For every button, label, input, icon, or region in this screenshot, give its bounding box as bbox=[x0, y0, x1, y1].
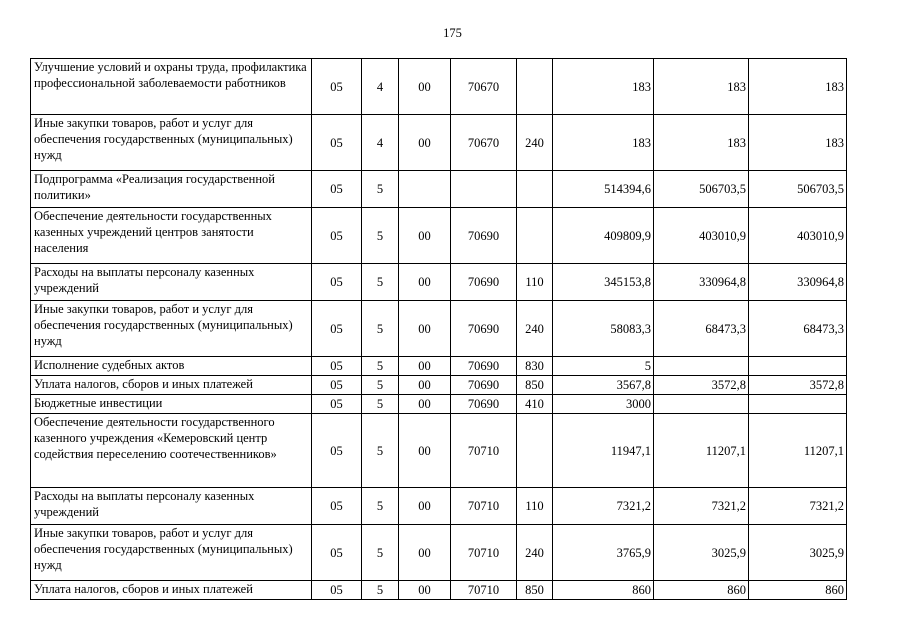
amount-year-2: 860 bbox=[654, 581, 749, 600]
amount-year-3: 11207,1 bbox=[749, 414, 847, 488]
subsection-code: 4 bbox=[362, 115, 399, 171]
subsection-code: 5 bbox=[362, 376, 399, 395]
amount-year-1: 7321,2 bbox=[553, 488, 654, 525]
page-number: 175 bbox=[443, 26, 462, 40]
subsection-code: 5 bbox=[362, 414, 399, 488]
target-code: 70690 bbox=[451, 376, 517, 395]
section-code: 05 bbox=[312, 414, 362, 488]
amount-year-2: 3025,9 bbox=[654, 525, 749, 581]
expense-code: 110 bbox=[517, 264, 553, 301]
subsection-code: 4 bbox=[362, 59, 399, 115]
program-code: 00 bbox=[399, 581, 451, 600]
subsection-code: 5 bbox=[362, 357, 399, 376]
amount-year-2: 183 bbox=[654, 59, 749, 115]
row-name: Уплата налогов, сборов и иных платежей bbox=[31, 376, 312, 395]
program-code: 00 bbox=[399, 59, 451, 115]
table-row bbox=[31, 525, 847, 581]
section-code: 05 bbox=[312, 488, 362, 525]
row-name: Исполнение судебных актов bbox=[31, 357, 312, 376]
expense-code: 240 bbox=[517, 525, 553, 581]
row-name: Иные закупки товаров, работ и услуг для обеспечения государственных (муниципальных) нужд bbox=[31, 525, 312, 581]
program-code: 00 bbox=[399, 115, 451, 171]
subsection-code: 5 bbox=[362, 171, 399, 208]
budget-table bbox=[30, 58, 847, 600]
amount-year-1: 5 bbox=[553, 357, 654, 376]
amount-year-3: 3025,9 bbox=[749, 525, 847, 581]
amount-year-3: 403010,9 bbox=[749, 208, 847, 264]
subsection-code: 5 bbox=[362, 581, 399, 600]
expense-code bbox=[517, 414, 553, 488]
expense-code: 850 bbox=[517, 581, 553, 600]
table-row bbox=[31, 357, 847, 376]
program-code: 00 bbox=[399, 301, 451, 357]
subsection-code: 5 bbox=[362, 395, 399, 414]
amount-year-1: 3000 bbox=[553, 395, 654, 414]
subsection-code: 5 bbox=[362, 301, 399, 357]
section-code: 05 bbox=[312, 208, 362, 264]
program-code: 00 bbox=[399, 264, 451, 301]
target-code: 70670 bbox=[451, 59, 517, 115]
amount-year-2: 183 bbox=[654, 115, 749, 171]
amount-year-2 bbox=[654, 357, 749, 376]
row-name: Иные закупки товаров, работ и услуг для обеспечения государственных (муниципальных) нужд bbox=[31, 301, 312, 357]
amount-year-1: 3567,8 bbox=[553, 376, 654, 395]
section-code: 05 bbox=[312, 301, 362, 357]
amount-year-1: 345153,8 bbox=[553, 264, 654, 301]
amount-year-1: 514394,6 bbox=[553, 171, 654, 208]
amount-year-2: 3572,8 bbox=[654, 376, 749, 395]
program-code: 00 bbox=[399, 208, 451, 264]
amount-year-1: 183 bbox=[553, 59, 654, 115]
subsection-code: 5 bbox=[362, 525, 399, 581]
amount-year-3: 183 bbox=[749, 115, 847, 171]
amount-year-3 bbox=[749, 395, 847, 414]
amount-year-3: 7321,2 bbox=[749, 488, 847, 525]
row-name: Расходы на выплаты персоналу казенных учреждений bbox=[31, 488, 312, 525]
table-row bbox=[31, 208, 847, 264]
amount-year-2: 506703,5 bbox=[654, 171, 749, 208]
amount-year-1: 860 bbox=[553, 581, 654, 600]
subsection-code: 5 bbox=[362, 208, 399, 264]
amount-year-1: 58083,3 bbox=[553, 301, 654, 357]
amount-year-1: 3765,9 bbox=[553, 525, 654, 581]
subsection-code: 5 bbox=[362, 488, 399, 525]
section-code: 05 bbox=[312, 357, 362, 376]
expense-code: 240 bbox=[517, 301, 553, 357]
row-name: Уплата налогов, сборов и иных платежей bbox=[31, 581, 312, 600]
amount-year-3: 506703,5 bbox=[749, 171, 847, 208]
section-code: 05 bbox=[312, 525, 362, 581]
expense-code: 240 bbox=[517, 115, 553, 171]
table-row bbox=[31, 264, 847, 301]
table-row bbox=[31, 171, 847, 208]
row-name: Подпрограмма «Реализация государственной политики» bbox=[31, 171, 312, 208]
table-row bbox=[31, 414, 847, 488]
section-code: 05 bbox=[312, 115, 362, 171]
table-row bbox=[31, 488, 847, 525]
amount-year-2: 68473,3 bbox=[654, 301, 749, 357]
row-name: Иные закупки товаров, работ и услуг для обеспечения государственных (муниципальных) нужд bbox=[31, 115, 312, 171]
amount-year-3: 68473,3 bbox=[749, 301, 847, 357]
subsection-code: 5 bbox=[362, 264, 399, 301]
row-name: Обеспечение деятельности государственных казенных учреждений центров занятости населения bbox=[31, 208, 312, 264]
target-code: 70690 bbox=[451, 208, 517, 264]
target-code: 70690 bbox=[451, 357, 517, 376]
amount-year-1: 11947,1 bbox=[553, 414, 654, 488]
section-code: 05 bbox=[312, 264, 362, 301]
expense-code bbox=[517, 59, 553, 115]
section-code: 05 bbox=[312, 376, 362, 395]
section-code: 05 bbox=[312, 395, 362, 414]
row-name: Улучшение условий и охраны труда, профилактика профессиональной заболеваемости работников bbox=[31, 59, 312, 115]
table-row bbox=[31, 376, 847, 395]
target-code: 70710 bbox=[451, 525, 517, 581]
program-code: 00 bbox=[399, 376, 451, 395]
row-name: Обеспечение деятельности государственного казенного учреждения «Кемеровский центр содействия переселению соотечественников» bbox=[31, 414, 312, 488]
target-code: 70670 bbox=[451, 115, 517, 171]
program-code: 00 bbox=[399, 357, 451, 376]
program-code: 00 bbox=[399, 414, 451, 488]
table-row bbox=[31, 115, 847, 171]
table-row bbox=[31, 59, 847, 115]
target-code: 70690 bbox=[451, 395, 517, 414]
section-code: 05 bbox=[312, 581, 362, 600]
amount-year-2 bbox=[654, 395, 749, 414]
row-name: Расходы на выплаты персоналу казенных учреждений bbox=[31, 264, 312, 301]
program-code: 00 bbox=[399, 488, 451, 525]
amount-year-2: 7321,2 bbox=[654, 488, 749, 525]
target-code: 70690 bbox=[451, 301, 517, 357]
amount-year-3: 330964,8 bbox=[749, 264, 847, 301]
expense-code: 850 bbox=[517, 376, 553, 395]
target-code: 70690 bbox=[451, 264, 517, 301]
table-row bbox=[31, 301, 847, 357]
expense-code: 410 bbox=[517, 395, 553, 414]
row-name: Бюджетные инвестиции bbox=[31, 395, 312, 414]
amount-year-3: 183 bbox=[749, 59, 847, 115]
amount-year-1: 409809,9 bbox=[553, 208, 654, 264]
target-code: 70710 bbox=[451, 581, 517, 600]
target-code: 70710 bbox=[451, 414, 517, 488]
expense-code bbox=[517, 208, 553, 264]
amount-year-2: 11207,1 bbox=[654, 414, 749, 488]
target-code bbox=[451, 171, 517, 208]
program-code bbox=[399, 171, 451, 208]
amount-year-2: 403010,9 bbox=[654, 208, 749, 264]
amount-year-3: 860 bbox=[749, 581, 847, 600]
amount-year-2: 330964,8 bbox=[654, 264, 749, 301]
amount-year-3 bbox=[749, 357, 847, 376]
table-row bbox=[31, 395, 847, 414]
table-row bbox=[31, 581, 847, 600]
amount-year-3: 3572,8 bbox=[749, 376, 847, 395]
section-code: 05 bbox=[312, 59, 362, 115]
expense-code: 110 bbox=[517, 488, 553, 525]
program-code: 00 bbox=[399, 525, 451, 581]
expense-code: 830 bbox=[517, 357, 553, 376]
target-code: 70710 bbox=[451, 488, 517, 525]
amount-year-1: 183 bbox=[553, 115, 654, 171]
section-code: 05 bbox=[312, 171, 362, 208]
expense-code bbox=[517, 171, 553, 208]
program-code: 00 bbox=[399, 395, 451, 414]
